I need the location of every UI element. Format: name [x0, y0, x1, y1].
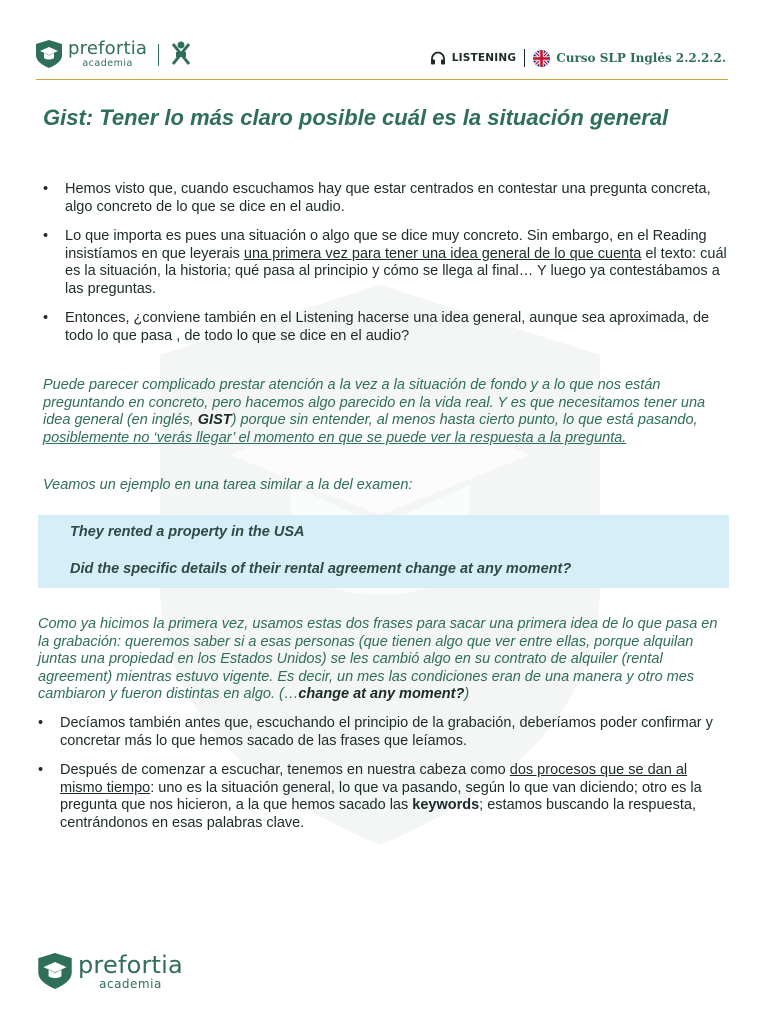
- bullet-text: ; estamos buscando la respuesta, centrándonos en esas palabras clave.: [60, 797, 696, 831]
- brand-sub: academia: [82, 58, 133, 69]
- shield-logo-icon: [38, 953, 72, 989]
- bullet-text: Lo que importa es pues una situación o algo que se dice muy concreto. Sin embargo, en el Reading insistíamos en que leyerais: [65, 228, 707, 262]
- headphones-icon: [430, 51, 446, 65]
- bullet-list-intro: [43, 181, 733, 357]
- paragraph-bold-text: change at any moment?: [298, 686, 465, 702]
- guard-emblem-icon: [170, 40, 192, 68]
- bullet-text: : uno es la situación general, lo que va pasando, según lo que van diciendo; otro es la pregunta que nos hicieron, a la que hemos sacado las: [60, 779, 702, 813]
- bullet-dot: •: [43, 228, 49, 244]
- gist-keyword: GIST: [197, 412, 232, 428]
- list-item: [38, 762, 728, 832]
- bullet-dot: •: [43, 310, 49, 326]
- page-title: Gist: Tener lo más claro posible cuál es la situación general: [43, 105, 669, 130]
- paragraph-text: Como ya hicimos la primera vez, usamos estas dos frases para sacar una primera idea de lo que pasa en la grabación: queremos saber si a esas personas (que tienen algo que ver entre ellas, porque alquilan juntas una propiedad en los Estados Unidos) se les cambió algo en su contrato de alquiler (rental agreement) mientras estuvo vigente. Es decir, un mes las condiciones eran de una manera y otro mes cambiaron y fueron distintas en algo. (…: [38, 616, 718, 702]
- example-callout: [38, 515, 729, 588]
- paragraph-text: ): [464, 686, 470, 702]
- list-item: [43, 181, 733, 216]
- analysis-paragraph: [38, 616, 730, 704]
- callout-line-2: Did the specific details of their rental agreement change at any moment?: [70, 561, 572, 577]
- explanation-paragraph: [43, 377, 728, 447]
- uk-flag-icon: [533, 50, 550, 67]
- bullet-text: Después de comenzar a escuchar, tenemos en nuestra cabeza como: [60, 762, 510, 778]
- logo-divider: [158, 44, 159, 66]
- list-item: [43, 310, 733, 345]
- section-label: LISTENING: [451, 52, 517, 64]
- bullet-dot: •: [43, 181, 49, 197]
- paragraph-text: Puede parecer complicado prestar atención a la vez a la situación de fondo y a lo que nos están preguntando en concreto, pero hacemos algo parecido en la vida real. Y es que necesitamos tener una idea general (en inglés,: [43, 377, 706, 428]
- footer-brand-name: prefortia: [78, 951, 183, 979]
- callout-line-1: They rented a property in the USA: [70, 524, 305, 540]
- shield-logo-icon: [36, 40, 62, 68]
- bullet-text: el texto: cuál es la situación, la historia; qué pasa al principio y cómo se llega al final… Y luego ya contestábamos a las preguntas.: [65, 245, 727, 297]
- bullet-underlined-text: dos procesos que se dan al mismo tiempo: [60, 762, 688, 796]
- paragraph-underlined-text: posiblemente no ‘verás llegar’ el momento en que se puede ver la respuesta a la pregunta.: [43, 429, 627, 446]
- page-header: [36, 36, 728, 80]
- paragraph-text: ) porque sin entender, al menos hasta cierto punto, lo que está pasando,: [231, 412, 698, 428]
- footer-logo: [38, 953, 183, 990]
- bullet-dot: •: [38, 715, 44, 731]
- brand-name: prefortia: [68, 38, 148, 59]
- keywords-bold-text: keywords: [412, 797, 480, 813]
- bullet-underlined-text: una primera vez para tener una idea general de lo que cuenta: [243, 245, 642, 262]
- header-right: [430, 48, 726, 68]
- course-label: Curso SLP Inglés 2.2.2.2.: [556, 51, 726, 65]
- footer-brand-sub: academia: [99, 977, 162, 991]
- brand-logo: [36, 40, 147, 69]
- bullet-text: Entonces, ¿conviene también en el Listening hacerse una idea general, aunque sea aproximada, de todo lo que pasa , de todo lo que se dice en el audio?: [65, 310, 710, 344]
- list-item: [38, 715, 728, 750]
- bullet-dot: •: [38, 762, 44, 778]
- example-intro: Veamos un ejemplo en una tarea similar a la del examen:: [43, 477, 413, 493]
- bullet-text: Decíamos también antes que, escuchando el principio de la grabación, deberíamos poder confirmar y concretar más lo que hemos sacado de las frases que leíamos.: [60, 715, 713, 749]
- bullet-list-process: [38, 715, 728, 844]
- header-separator: [524, 49, 525, 67]
- bullet-text: Hemos visto que, cuando escuchamos hay que estar centrados en contestar una pregunta concreta, algo concreto de lo que se dice en el audio.: [65, 181, 711, 215]
- list-item: [43, 228, 733, 298]
